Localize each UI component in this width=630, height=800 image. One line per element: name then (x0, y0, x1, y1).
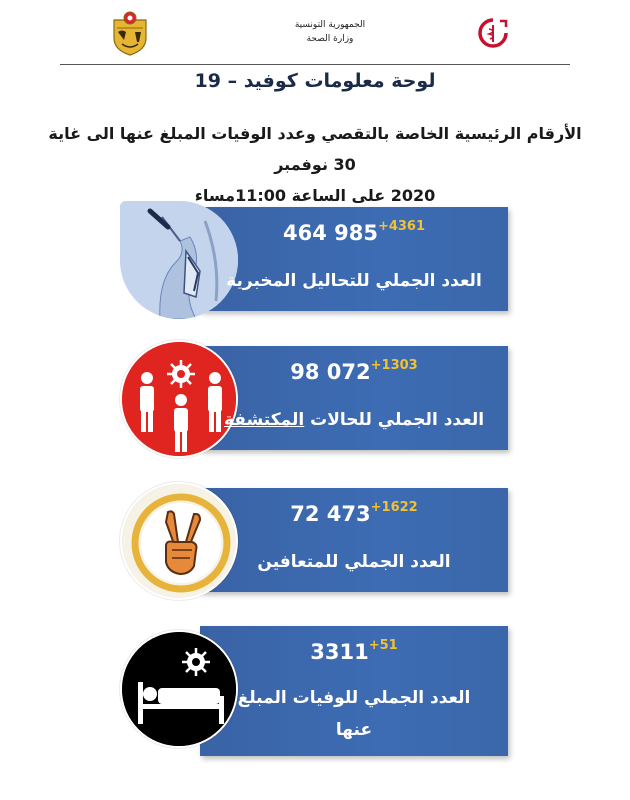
stat-value: 72 473 (290, 502, 371, 526)
stat-count (200, 500, 508, 526)
stat-delta: +1303 (370, 358, 418, 373)
country-name: الجمهورية التونسية (294, 20, 366, 30)
page-subtitle (40, 118, 590, 211)
stat-card-tests (120, 207, 508, 311)
tunisia-coat-of-arms-icon (108, 10, 152, 56)
stat-value: 3311 (310, 640, 369, 664)
stat-label-text: العدد الجملي للحالات (304, 410, 485, 430)
stat-count (200, 358, 508, 384)
stat-value: 464 985 (282, 221, 378, 245)
stat-card-cases (120, 346, 508, 450)
stat-delta: +4361 (377, 219, 426, 234)
stat-label-line-2: عنها (335, 720, 373, 740)
stat-count (200, 638, 508, 664)
page-title: لوحة معلومات كوفيد – 19 (194, 70, 436, 92)
stat-label: العدد الجملي للتحاليل المخبرية (226, 271, 482, 291)
ministry-name: وزارة الصحة (306, 34, 354, 44)
stat-label (200, 404, 508, 436)
header-divider (60, 64, 570, 65)
page-header (0, 0, 630, 70)
stat-card-recovered (120, 488, 508, 592)
subtitle-line-2: 2020 على الساعة 11:00مساء (194, 186, 436, 205)
stat-delta: +51 (368, 638, 398, 653)
stat-label-line-1: العدد الجملي للوفيات المبلغ (237, 688, 471, 708)
stat-count (200, 219, 508, 245)
stat-label-emphasis: المكتشفة (223, 410, 305, 430)
stat-card-deaths (120, 626, 508, 756)
government-heading (250, 18, 410, 46)
stat-value: 98 072 (290, 360, 371, 384)
ministry-of-health-logo-icon (478, 18, 508, 48)
stat-label (200, 682, 508, 746)
stat-delta: +1622 (370, 500, 418, 515)
subtitle-line-1: الأرقام الرئيسية الخاصة بالتقصي وعدد الوفيات المبلغ عنها الى غاية 30 نوفمبر (48, 124, 582, 174)
stat-label: العدد الجملي للمتعافين (257, 552, 451, 572)
